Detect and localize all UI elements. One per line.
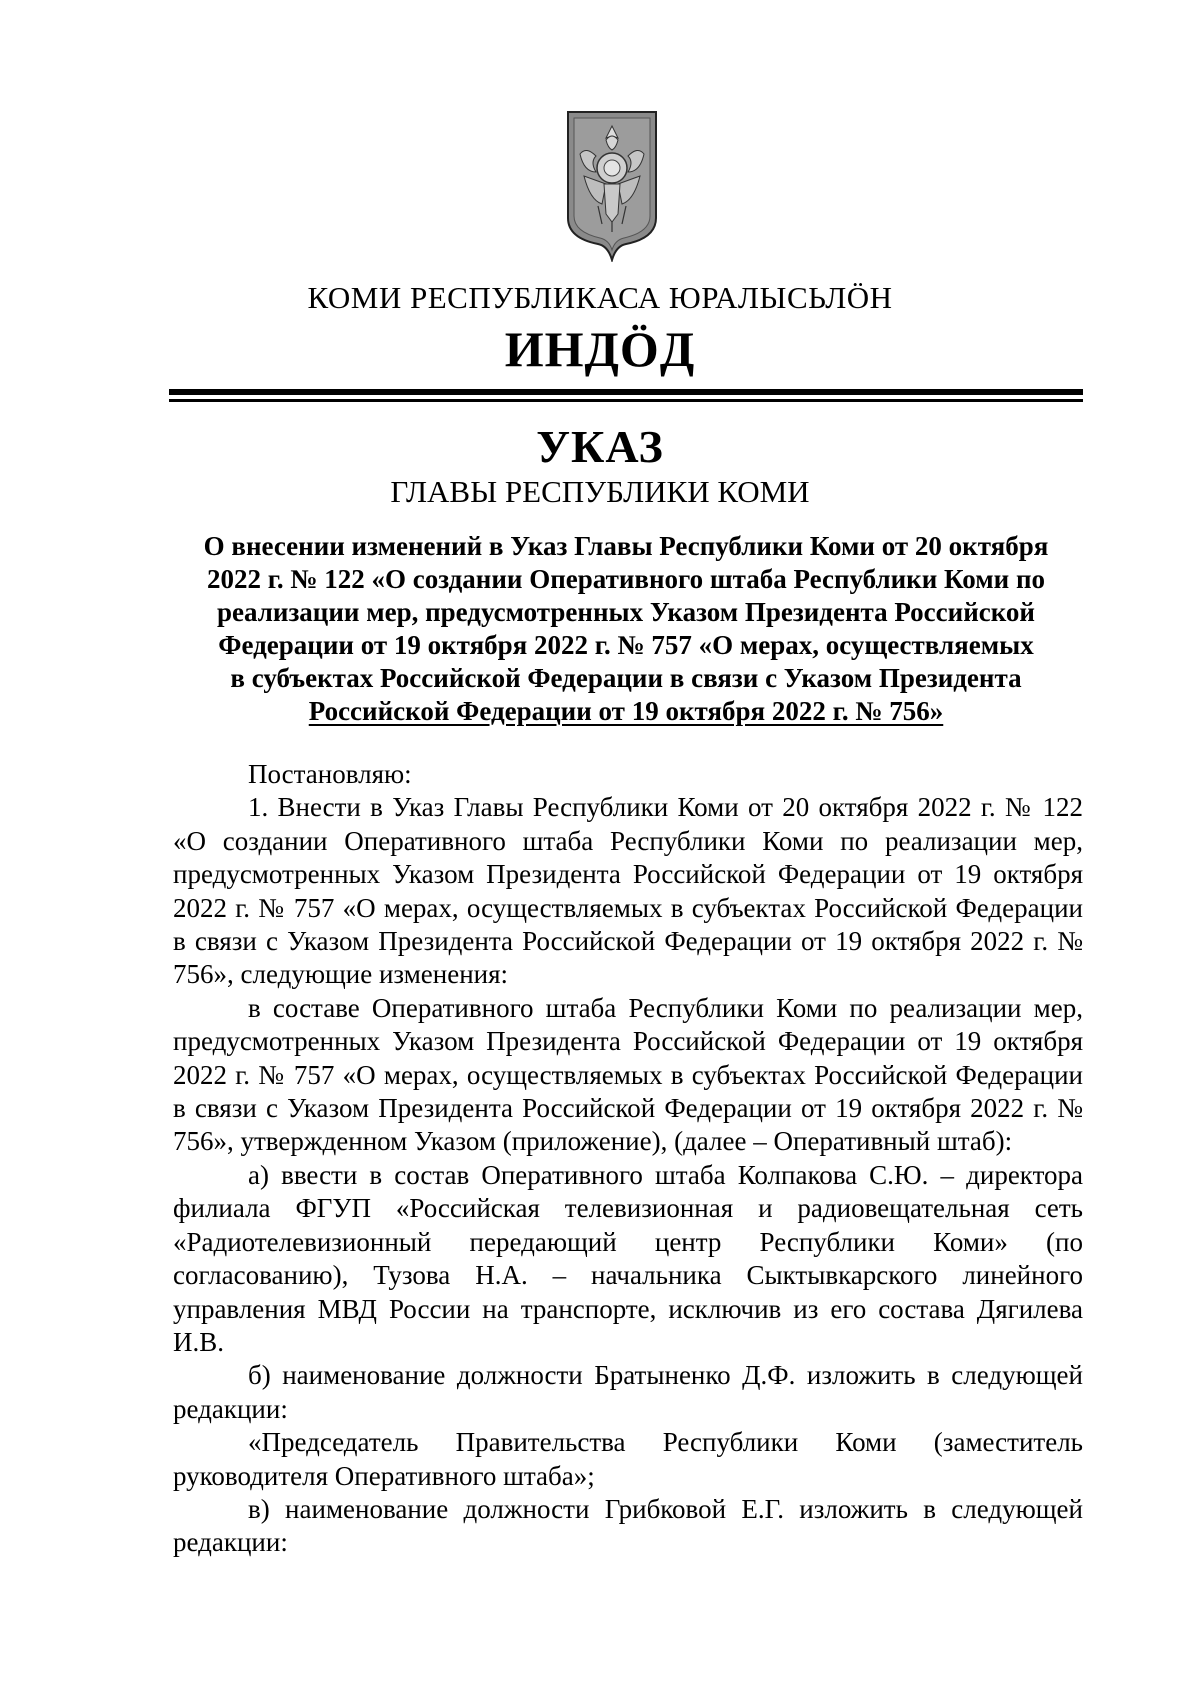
header-divider-thin [169, 399, 1083, 402]
title-line: 2022 г. № 122 «О создании Оперативного штаба Республики Коми по [206, 564, 1046, 594]
body-paragraph: «Председатель Правительства Республики Коми (заместитель руководителя Оперативного штаба»; [173, 1427, 1083, 1491]
document-title [172, 530, 1080, 728]
body-paragraph: в составе Оперативного штаба Республики Коми по реализации мер, предусмотренных Указом Президента Российской Федерации от 19 октября 2022 г. № 757 «О мерах, осуществляемых в субъектах Российской Федерации в связи с Указом Президента Российской Федерации от 19 октября 2022 г. № 756», утвержденном Указом (приложение), (далее – Оперативный штаб): [173, 992, 1083, 1157]
document-body [173, 758, 1083, 1560]
body-paragraph: в) наименование должности Грибковой Е.Г. изложить в следующей редакции: [173, 1493, 1083, 1558]
decree-heading: УКАЗ [536, 421, 664, 472]
title-line: Российской Федерации от 19 октября 2022 г. № 756» [308, 696, 944, 726]
body-paragraph: а) ввести в состав Оперативного штаба Колпакова С.Ю. – директора филиала ФГУП «Российская телевизионная и радиовещательная сеть «Радиотелевизионный передающий центр Республики Коми» (по согласованию), Тузова Н.А. – начальника Сыктывкарского линейного управления МВД России на транспорте, исключив из его состава Дягилева И.В. [173, 1159, 1083, 1357]
title-line: реализации мер, предусмотренных Указом Президента Российской [217, 597, 1035, 627]
coat-of-arms-emblem [566, 110, 658, 262]
title-line: в субъектах Российской Федерации в связи с Указом Президента [230, 663, 1022, 693]
header-divider-thick [169, 389, 1083, 395]
body-paragraph: Постановляю: [248, 759, 412, 789]
body-paragraph: 1. Внести в Указ Главы Республики Коми от 20 октября 2022 г. № 122 «О создании Оперативного штаба Республики Коми по реализации мер, предусмотренных Указом Президента Российской Федерации от 19 октября 2022 г. № 757 «О мерах, осуществляемых в субъектах Российской Федерации в связи с Указом Президента Российской Федерации от 19 октября 2022 г. № 756», следующие изменения: [173, 792, 1083, 990]
komi-document-word: ИНДӦД [504, 321, 696, 377]
decree-issuer: ГЛАВЫ РЕСПУБЛИКИ КОМИ [390, 474, 810, 509]
komi-issuer-line: КОМИ РЕСПУБЛИКАСА ЮРАЛЫСЬЛӦН [307, 280, 893, 315]
title-line: Федерации от 19 октября 2022 г. № 757 «О мерах, осуществляемых [218, 630, 1034, 660]
title-line: О внесении изменений в Указ Главы Республики Коми от 20 октября [203, 531, 1049, 561]
body-paragraph: б) наименование должности Братыненко Д.Ф. изложить в следующей редакции: [173, 1360, 1083, 1424]
